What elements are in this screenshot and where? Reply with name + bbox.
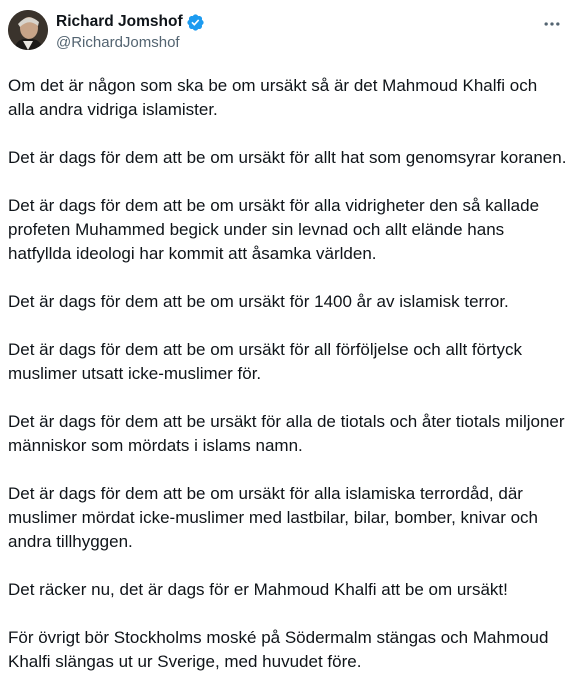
tweet-text — [8, 74, 567, 674]
tweet-header — [8, 10, 562, 62]
tweet-paragraph: Det räcker nu, det är dags för er Mahmoud Khalfi att be om ursäkt! — [8, 580, 508, 599]
author-name-row[interactable] — [56, 11, 205, 33]
author-names — [56, 11, 205, 51]
tweet-paragraph: Det är dags för dem att be ursäkt för alla de tiotals och åter tiotals miljoner människor som mördats i islams namn. — [8, 412, 565, 455]
tweet-paragraph: Det är dags för dem att be om ursäkt för alla vidrigheter den så kallade profeten Muhammed begick under sin levnad och allt elände hans hatfyllda ideologi har kommit att åsamka världen. — [8, 196, 540, 263]
author-display-name[interactable]: Richard Jomshof — [56, 13, 183, 30]
tweet-paragraph: För övrigt bör Stockholms moské på Södermalm stängas och Mahmoud Khalfi slängas ut ur Sverige, med huvudet före. — [8, 628, 549, 671]
avatar-image — [8, 10, 48, 50]
tweet-paragraph: Det är dags för dem att be om ursäkt för alla islamiska terrordåd, där muslimer mördat icke-muslimer med lastbilar, bilar, bomber, knivar och andra tillhyggen. — [8, 484, 539, 551]
avatar[interactable] — [8, 10, 48, 50]
tweet-paragraph: Om det är någon som ska be om ursäkt så är det Mahmoud Khalfi och alla andra vidriga islamister. — [8, 76, 538, 119]
tweet-paragraph: Det är dags för dem att be om ursäkt för 1400 år av islamisk terror. — [8, 292, 509, 311]
more-options-button[interactable] — [540, 12, 564, 36]
tweet-paragraph: Det är dags för dem att be om ursäkt för allt hat som genomsyrar koranen. — [8, 148, 567, 167]
verified-badge-icon — [186, 13, 205, 32]
tweet-paragraph: Det är dags för dem att be om ursäkt för all förföljelse och allt förtyck muslimer utsatt icke-muslimer för. — [8, 340, 522, 383]
author-handle[interactable]: @RichardJomshof — [56, 34, 180, 51]
more-horizontal-icon — [542, 14, 562, 34]
